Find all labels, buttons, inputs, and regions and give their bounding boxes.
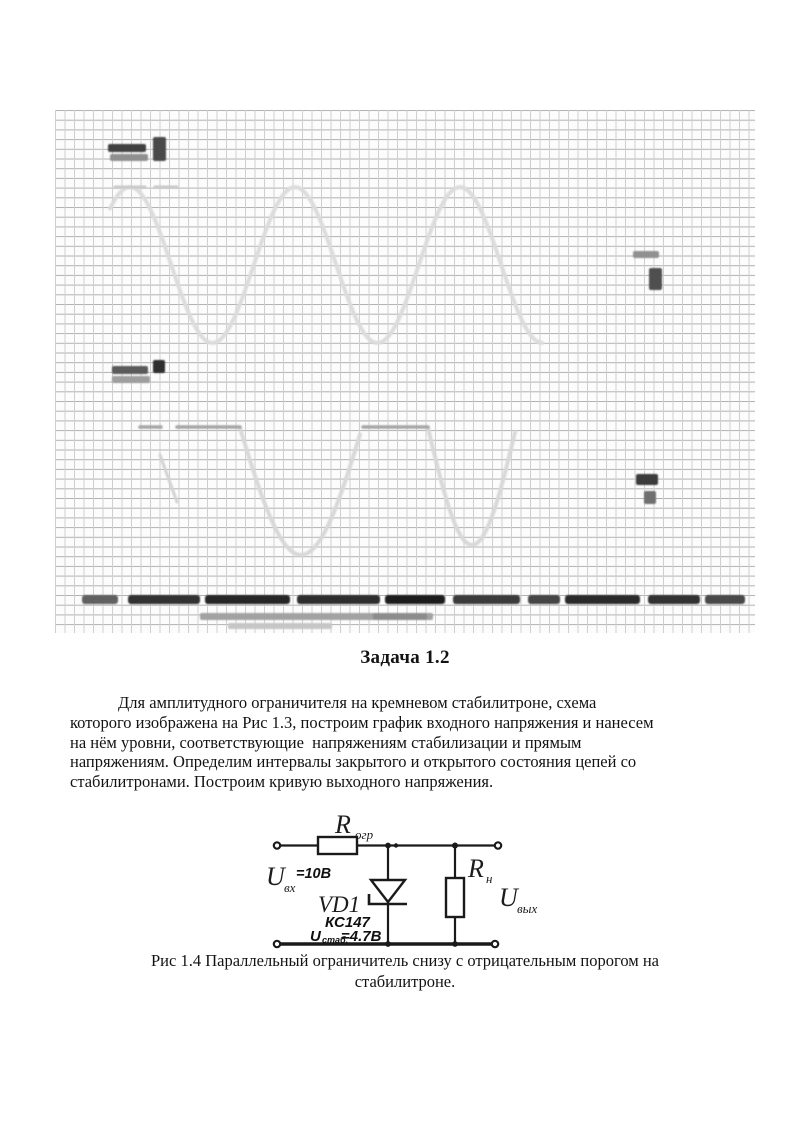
label-u-stab: U — [310, 928, 321, 945]
time-axis-band-segment — [82, 595, 118, 604]
pencil-smudge — [228, 623, 332, 629]
junction-dot — [385, 941, 391, 947]
zener-diode-symbol — [371, 880, 405, 902]
label-r-load-sub: н — [486, 871, 493, 886]
pencil-smudge — [633, 251, 659, 258]
label-r-load: R — [468, 854, 484, 883]
pencil-smudge — [110, 154, 148, 161]
time-axis-band-segment — [565, 595, 640, 604]
terminal-input-top — [274, 842, 280, 848]
time-axis-band-segment — [705, 595, 745, 604]
paragraph-line: Для амплитудного ограничителя на кремневом стабилитроне, схема — [118, 693, 597, 712]
time-axis-band-segment — [205, 595, 290, 604]
label-u-out: U — [499, 883, 518, 912]
circuit-svg — [240, 808, 552, 956]
junction-dot — [452, 843, 458, 849]
time-axis-band-segment — [297, 595, 380, 604]
caption-line-2: стабилитроне. — [354, 971, 456, 991]
terminal-output-top — [495, 842, 501, 848]
label-u-out-sub: вых — [517, 901, 538, 916]
graph-svg — [55, 110, 755, 633]
terminal-input-bottom — [274, 941, 280, 947]
label-u-stab-value: =4.7В — [341, 928, 382, 945]
label-u-in-sub: вх — [284, 880, 296, 895]
graph-paper-scan — [55, 110, 755, 633]
time-axis-band-segment — [453, 595, 520, 604]
pencil-smudge — [112, 366, 148, 374]
time-axis-band-segment — [528, 595, 560, 604]
paragraph-line: стабилитронами. Построим кривую выходного напряжения. — [70, 772, 494, 792]
pencil-smudge — [636, 474, 658, 485]
pencil-smudge — [153, 360, 165, 373]
resistor-r-ogr — [318, 837, 357, 854]
label-u-in: U — [266, 862, 285, 891]
figure-caption — [57, 951, 753, 992]
label-u-stab-sub: стаб. — [322, 935, 349, 945]
label-r-ogr-sub: огр — [355, 827, 374, 842]
pencil-smudge — [649, 268, 662, 290]
time-axis-band-segment — [648, 595, 700, 604]
label-vd1: VD1 — [318, 892, 361, 917]
paragraph-line: на нём уровни, соответствующие напряжениям стабилизации и прямым — [70, 732, 582, 752]
pencil-smudge — [108, 144, 146, 152]
junction-dot — [452, 941, 458, 947]
junction-dot — [394, 843, 398, 847]
pencil-smudge — [373, 613, 427, 620]
resistor-r-load — [446, 878, 464, 917]
label-r-ogr: R — [335, 810, 351, 839]
pencil-smudge — [644, 491, 656, 504]
junction-dot — [385, 843, 391, 849]
caption-line-1: Рис 1.4 Параллельный ограничитель снизу с отрицательным порогом на — [151, 951, 659, 970]
task-title: Задача 1.2 — [360, 647, 450, 668]
time-axis-band-segment — [128, 595, 200, 604]
terminal-output-bottom — [492, 941, 498, 947]
time-axis-band-segment — [385, 595, 445, 604]
circuit-figure — [240, 808, 552, 956]
pencil-smudge — [112, 376, 150, 383]
task-paragraph — [70, 693, 742, 792]
paragraph-line: которого изображена на Рис 1.3, построим график входного напряжения и нанесем — [70, 712, 654, 732]
label-ks147: КС147 — [325, 914, 370, 931]
label-u-in-value: =10В — [296, 866, 332, 882]
pencil-smudge — [153, 137, 166, 161]
paragraph-line: напряжениям. Определим интервалы закрытого и открытого состояния цепей со — [70, 752, 637, 772]
